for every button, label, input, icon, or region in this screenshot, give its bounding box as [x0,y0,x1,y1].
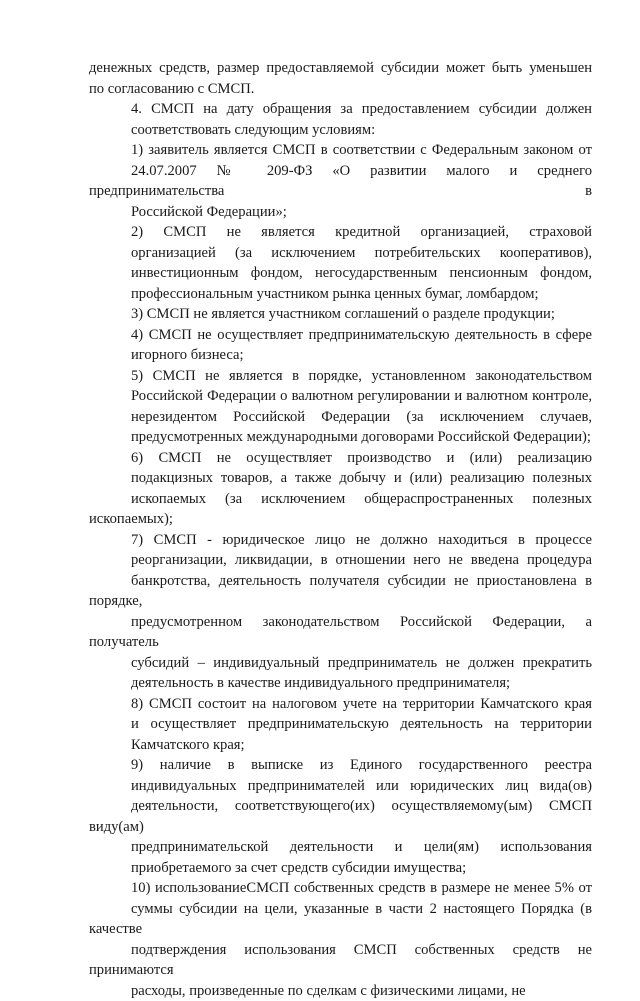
text-line: предпринимательской деятельности и цели(ям) использования [89,837,592,858]
text-line: предусмотренном законодательством Российской Федерации, а получатель [89,612,592,653]
paragraph-p-4-8 [89,694,592,756]
text-line: игорного бизнеса; [89,345,592,366]
paragraph-p-4-1 [89,140,592,222]
text-line: деятельности, соответствующего(их) осуществляемому(ым) СМСП виду(ам) [89,796,592,837]
paragraph-p-4-6 [89,448,592,530]
paragraph-p-4-10 [89,878,592,1001]
text-line: подтверждения использования СМСП собственных средств не принимаются [89,940,592,981]
text-line: денежных средств, размер предоставляемой субсидии может быть уменьшен [89,58,592,79]
paragraph-p-cont [89,58,592,99]
text-line: деятельность в качестве индивидуального предпринимателя; [89,673,592,694]
text-line: индивидуальных предпринимателей или юридических лиц вида(ов) [89,776,592,797]
text-line: инвестиционным фондом, негосударственным пенсионным фондом, [89,263,592,284]
text-line: 7) СМСП - юридическое лицо не должно находиться в процессе [89,530,592,551]
text-line: Российской Федерации о валютном регулировании и валютном контроле, [89,386,592,407]
text-line: Российской Федерации»; [89,202,592,223]
paragraph-p-4-7 [89,530,592,694]
text-line: расходы, произведенные по сделкам с физическими лицами, не [89,981,592,1001]
text-line: предусмотренных международными договорами Российской Федерации); [89,427,592,448]
text-line: Камчатского края; [89,735,592,756]
text-line: по согласованию с СМСП. [89,79,592,100]
text-line: 9) наличие в выписке из Единого государственного реестра [89,755,592,776]
text-line: 1) заявитель является СМСП в соответствии с Федеральным законом от [89,140,592,161]
text-line: субсидий – индивидуальный предприниматель не должен прекратить [89,653,592,674]
text-line: банкротства, деятельность получателя субсидии не приостановлена в порядке, [89,571,592,612]
text-line: профессиональным участником рынка ценных бумаг, ломбардом; [89,284,592,305]
paragraph-p-4-4 [89,325,592,366]
document-body [89,58,592,1001]
text-line: нерезидентом Российской Федерации (за исключением случаев, [89,407,592,428]
paragraph-p-4-2 [89,222,592,304]
text-line: 10) использованиеСМСП собственных средств в размере не менее 5% от [89,878,592,899]
paragraph-p-4 [89,99,592,140]
text-line: 4) СМСП не осуществляет предпринимательскую деятельность в сфере [89,325,592,346]
text-line: суммы субсидии на цели, указанные в части 2 настоящего Порядка (в качестве [89,899,592,940]
text-line: 6) СМСП не осуществляет производство и (или) реализацию [89,448,592,469]
text-line: 2) СМСП не является кредитной организацией, страховой [89,222,592,243]
text-line: организацией (за исключением потребительских кооперативов), [89,243,592,264]
paragraph-p-4-9 [89,755,592,878]
text-line: подакцизных товаров, а также добычу и (или) реализацию полезных [89,468,592,489]
text-line: реорганизации, ликвидации, в отношении него не введена процедура [89,550,592,571]
text-line: соответствовать следующим условиям: [89,120,592,141]
text-line: 5) СМСП не является в порядке, установленном законодательством [89,366,592,387]
text-line: 3) СМСП не является участником соглашений о разделе продукции; [89,304,592,325]
text-line: приобретаемого за счет средств субсидии имущества; [89,858,592,879]
text-line: и осуществляет предпринимательскую деятельность на территории [89,714,592,735]
text-line: 24.07.2007 № 209-ФЗ «О развитии малого и среднего предпринимательства в [89,161,592,202]
text-line: 4. СМСП на дату обращения за предоставлением субсидии должен [89,99,592,120]
paragraph-p-4-3 [89,304,592,325]
text-line: 8) СМСП состоит на налоговом учете на территории Камчатского края [89,694,592,715]
text-line: ископаемых (за исключением общераспространенных полезных ископаемых); [89,489,592,530]
paragraph-p-4-5 [89,366,592,448]
